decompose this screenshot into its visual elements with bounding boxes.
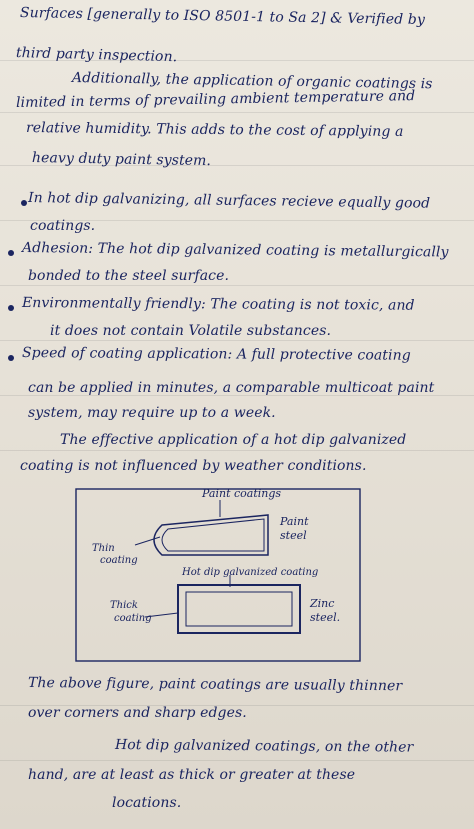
text-line: Adhesion: The hot dip galvanized coating is metallurgically <box>21 240 449 261</box>
text-line: The effective application of a hot dip galvanized <box>60 432 407 448</box>
text-line: The above figure, paint coatings are usually thinner <box>27 675 403 695</box>
text-line: hand, are at least as thick or greater at these <box>28 767 356 783</box>
zinc-steel-label-line2: steel. <box>310 611 341 624</box>
text-line: In hot dip galvanizing, all surfaces recieve equally good <box>27 190 431 212</box>
ruled-line <box>0 760 474 761</box>
paint-steel-label-line1: Paint <box>280 515 309 528</box>
text-line: Surfaces [generally to ISO 8501-1 to Sa 2] & Verified by <box>19 5 426 29</box>
text-line: Environmentally friendly: The coating is not toxic, and <box>21 295 415 314</box>
text-line: Hot dip galvanized coatings, on the other <box>114 737 414 756</box>
coating-figure <box>70 485 365 669</box>
text-line: third party inspection. <box>15 45 178 66</box>
ruled-line <box>0 450 474 451</box>
zinc-steel-label-line1: Zinc <box>310 597 335 610</box>
text-line: coatings. <box>30 218 96 234</box>
text-line: coating is not influenced by weather conditions. <box>20 458 367 474</box>
text-line: heavy duty paint system. <box>31 150 212 170</box>
text-line: Additionally, the application of organic coatings is <box>71 70 433 93</box>
text-line: it does not contain Volatile substances. <box>50 323 332 339</box>
text-line: Speed of coating application: A full protective coating <box>21 345 411 364</box>
bullet-icon <box>21 200 27 206</box>
thick-coating-label-line2: coating <box>114 613 152 624</box>
text-line: bonded to the steel surface. <box>28 268 230 284</box>
bullet-icon <box>8 250 14 256</box>
bullet-icon <box>8 305 14 311</box>
ruled-line <box>0 285 474 286</box>
text-line: can be applied in minutes, a comparable multicoat paint <box>28 380 435 396</box>
paint-steel-label-line2: steel <box>280 529 307 542</box>
bullet-icon <box>8 355 14 361</box>
text-line: system, may require up to a week. <box>28 405 276 421</box>
thick-coating-label-line1: Thick <box>110 600 138 611</box>
ruled-line <box>0 340 474 341</box>
text-line: over corners and sharp edges. <box>28 705 247 721</box>
thin-coating-leader <box>135 537 160 545</box>
hot-dip-galvanized-label: Hot dip galvanized coating <box>182 567 319 578</box>
ruled-line <box>0 112 474 113</box>
text-line: relative humidity. This adds to the cost of applying a <box>25 120 404 140</box>
thin-coating-label-line1: Thin <box>92 543 115 554</box>
paint-coatings-label: Paint coatings <box>202 487 282 500</box>
paint-coated-steel <box>154 515 268 555</box>
thin-coating-label-line2: coating <box>100 555 138 566</box>
text-line: locations. <box>112 795 182 811</box>
galvanized-steel-core <box>186 592 292 626</box>
text-line: limited in terms of prevailing ambient temperature and <box>15 88 416 111</box>
